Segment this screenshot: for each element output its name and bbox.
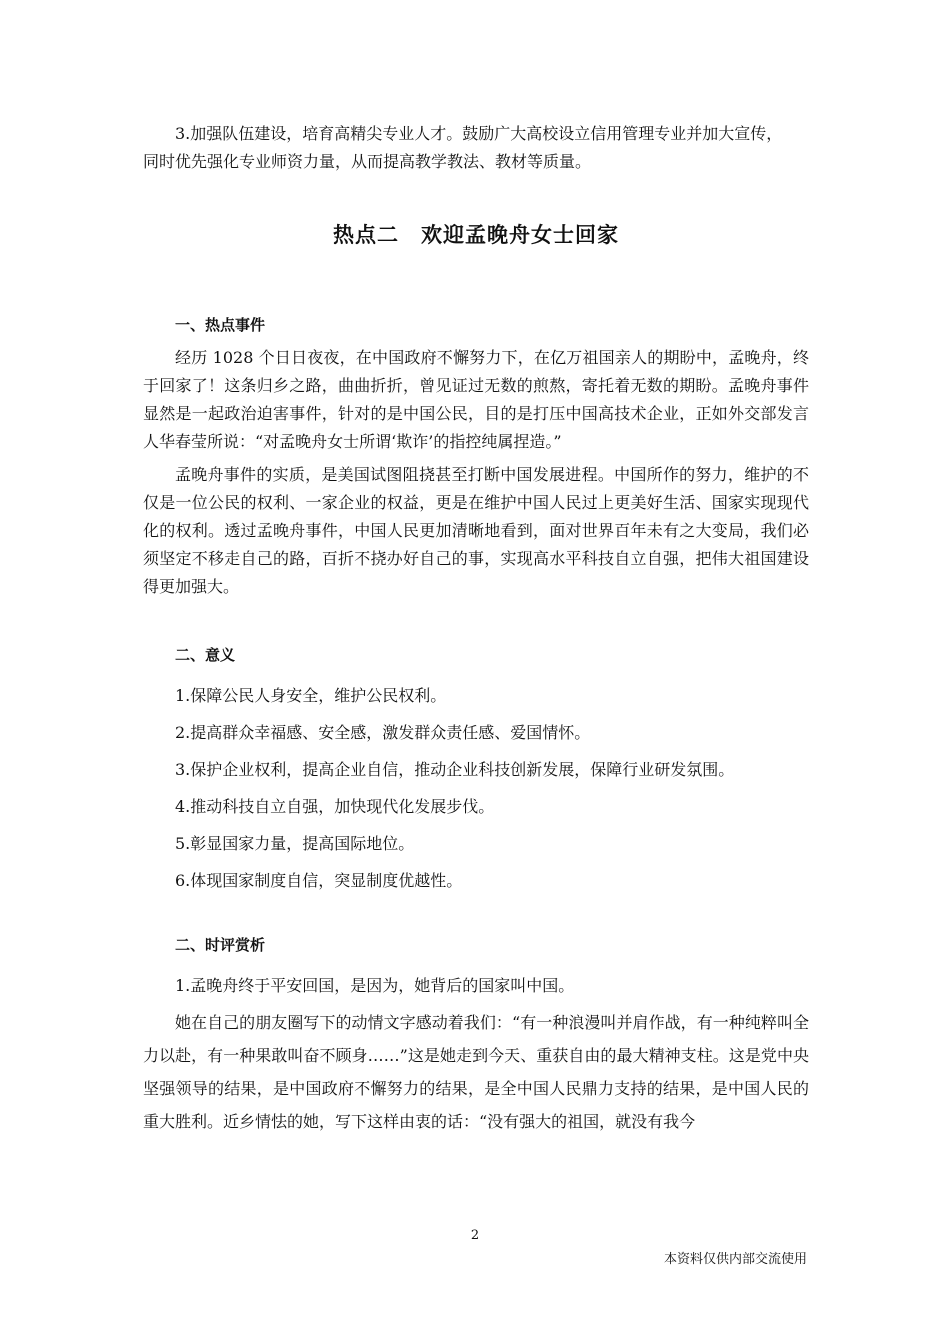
commentary-paragraph-1: 她在自己的朋友圈写下的动情文字感动着我们：“有一种浪漫叫并肩作战，有一种纯粹叫全力以赴，有一种果敢叫奋不顾身……”这是她走到今天、重获自由的最大精神支柱。这是党中央坚强领导的结果，是中国政府不懈努力的结果，是全中国人民鼎力支持的结果，是中国人民的重大胜利。近乡情怯的她，写下这样由衷的话：“没有强大的祖国，就没有我今: [143, 1013, 809, 1131]
significance-item: 1.保障公民人身安全，维护公民权利。: [175, 686, 447, 705]
commentary-point-1: 1.孟晚舟终于平安回国，是因为，她背后的国家叫中国。: [175, 976, 575, 995]
page-number: 2: [470, 1228, 480, 1243]
intro-line-1: 3.加强队伍建设，培育高精尖专业人才。鼓励广大高校设立信用管理专业并加大宣传，: [175, 124, 783, 143]
events-paragraph-2: 孟晚舟事件的实质，是美国试图阻挠甚至打断中国发展进程。中国所作的努力，维护的不仅是一位公民的权利、一家企业的权益，更是在维护中国人民过上更美好生活、国家实现现代化的权利。透过孟晚舟事件，中国人民更加清晰地看到，面对世界百年未有之大变局，我们必须坚定不移走自己的路，百折不挠办好自己的事，实现高水平科技自立自强，把伟大祖国建设得更加强大。: [143, 465, 809, 596]
significance-item: 2.提高群众幸福感、安全感，激发群众责任感、爱国情怀。: [175, 723, 591, 742]
intro-line-2: 同时优先强化专业师资力量，从而提高教学教法、教材等质量。: [143, 152, 592, 171]
section-heading-significance: 二、意义: [175, 646, 236, 664]
page-content: [143, 120, 809, 1138]
page-title: 热点二 欢迎孟晚舟女士回家: [333, 223, 619, 247]
section-heading-commentary: 二、时评赏析: [175, 936, 266, 954]
events-paragraph-1: 经历 1028 个日日夜夜，在中国政府不懈努力下，在亿万祖国亲人的期盼中，孟晚舟，终于回家了！这条归乡之路，曲曲折折，曾见证过无数的煎熬，寄托着无数的期盼。孟晚舟事件显然是一起政治迫害事件，针对的是中国公民，目的是打压中国高技术企业，正如外交部发言人华春莹所说：“对孟晚舟女士所谓‘欺诈’的指控纯属捏造。”: [143, 348, 809, 451]
significance-item: 4.推动科技自立自强，加快现代化发展步伐。: [175, 797, 495, 816]
section-heading-events: 一、热点事件: [175, 316, 266, 334]
significance-item: 5.彰显国家力量，提高国际地位。: [175, 834, 415, 853]
footer-note: 本资料仅供内部交流使用: [663, 1252, 807, 1267]
significance-item: 3.保护企业权利，提高企业自信，推动企业科技创新发展，保障行业研发氛围。: [175, 760, 735, 779]
significance-item: 6.体现国家制度自信，突显制度优越性。: [175, 871, 463, 890]
